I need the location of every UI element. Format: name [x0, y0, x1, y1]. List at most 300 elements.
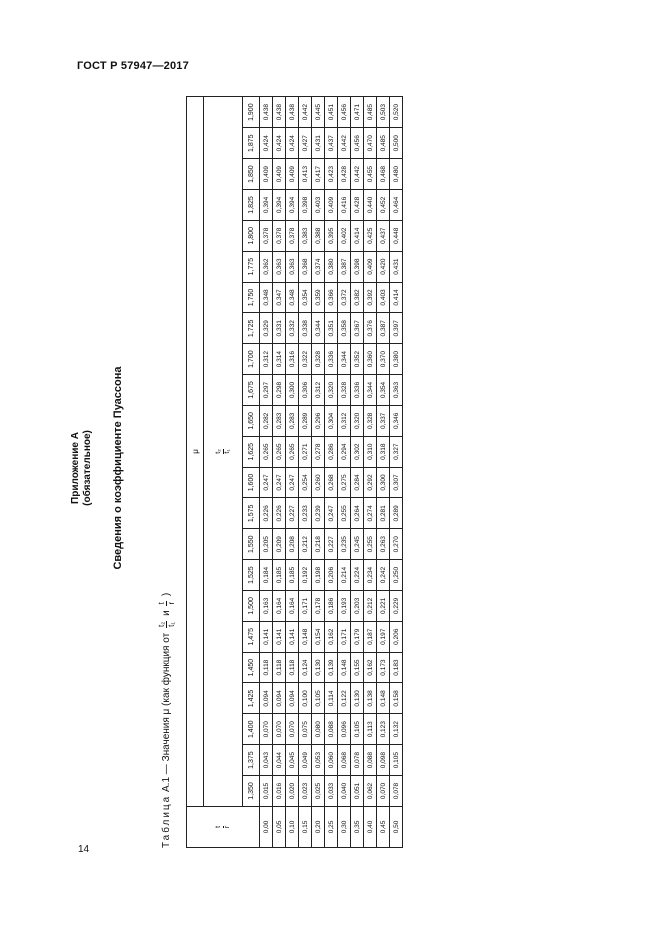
table-cell: 0,162 [364, 652, 377, 683]
table-cell: 0,392 [364, 282, 377, 313]
table-cell: 0,239 [312, 498, 325, 529]
header-row-values [243, 97, 260, 848]
table-cell: 0,184 [260, 560, 273, 591]
table-cell: 0,344 [364, 375, 377, 406]
table-cell: 0,040 [338, 776, 351, 807]
ratio-fraction-num: t₂ [214, 449, 222, 454]
table-cell: 0,438 [286, 97, 299, 128]
table-cell: 0,424 [286, 128, 299, 159]
table-cell: 0,245 [351, 529, 364, 560]
column-header: 1,625 [243, 436, 260, 467]
table-cell: 0,020 [286, 776, 299, 807]
table-cell: 0,346 [390, 405, 403, 436]
table-cell: 0,348 [286, 282, 299, 313]
table-cell: 0,235 [338, 529, 351, 560]
table-row [338, 97, 351, 848]
table-cell: 0,409 [325, 190, 338, 221]
row-key-cell: 0,15 [299, 806, 312, 847]
column-header: 1,525 [243, 560, 260, 591]
table-cell: 0,105 [351, 714, 364, 745]
row-key-cell: 0,45 [377, 806, 390, 847]
table-cell: 0,206 [390, 621, 403, 652]
table-cell: 0,424 [260, 128, 273, 159]
table-cell: 0,354 [299, 282, 312, 313]
caption-frac1-num: t₂ [157, 621, 166, 628]
table-cell: 0,395 [325, 220, 338, 251]
table-row [364, 97, 377, 848]
column-header: 1,500 [243, 590, 260, 621]
table-cell: 0,214 [338, 560, 351, 591]
table-cell: 0,254 [299, 467, 312, 498]
table-cell: 0,409 [260, 159, 273, 190]
table-cell: 0,352 [351, 344, 364, 375]
table-row [390, 97, 403, 848]
table-cell: 0,428 [338, 159, 351, 190]
table-cell: 0,226 [260, 498, 273, 529]
caption-prefix: Таблица [161, 794, 173, 848]
table-cell: 0,209 [273, 529, 286, 560]
table-cell: 0,320 [325, 375, 338, 406]
table-cell: 0,437 [377, 220, 390, 251]
table-cell: 0,403 [312, 190, 325, 221]
row-key-cell: 0,50 [390, 806, 403, 847]
table-cell: 0,227 [325, 529, 338, 560]
section-title: Сведения о коэффициенте Пуассона [112, 366, 124, 570]
table-cell: 0,080 [312, 714, 325, 745]
table-cell: 0,123 [377, 714, 390, 745]
column-header: 1,400 [243, 714, 260, 745]
table-cell: 0,113 [364, 714, 377, 745]
caption-close: ) [161, 592, 173, 597]
table-cell: 0,265 [273, 436, 286, 467]
row-key-cell: 0,30 [338, 806, 351, 847]
table-cell: 0,141 [260, 621, 273, 652]
table-cell: 0,179 [351, 621, 364, 652]
table-cell: 0,470 [364, 128, 377, 159]
table-row [286, 97, 299, 848]
table-cell: 0,451 [325, 97, 338, 128]
table-cell: 0,043 [260, 745, 273, 776]
table-cell: 0,329 [260, 313, 273, 344]
table-cell: 0,070 [273, 714, 286, 745]
table-cell: 0,148 [338, 652, 351, 683]
table-cell: 0,122 [338, 683, 351, 714]
table-cell: 0,053 [312, 745, 325, 776]
table-cell: 0,413 [299, 159, 312, 190]
table-cell: 0,485 [364, 97, 377, 128]
table-cell: 0,387 [338, 251, 351, 282]
row-label-fraction-num: t [214, 825, 222, 828]
table-cell: 0,070 [286, 714, 299, 745]
column-header: 1,550 [243, 529, 260, 560]
table-cell: 0,354 [377, 375, 390, 406]
table-cell: 0,208 [286, 529, 299, 560]
table-cell: 0,328 [338, 375, 351, 406]
table-cell: 0,292 [364, 467, 377, 498]
table-cell: 0,023 [299, 776, 312, 807]
table-cell: 0,282 [260, 405, 273, 436]
column-header: 1,425 [243, 683, 260, 714]
table-cell: 0,154 [312, 621, 325, 652]
table-cell: 0,416 [338, 190, 351, 221]
table-cell: 0,278 [312, 436, 325, 467]
table-cell: 0,336 [325, 344, 338, 375]
table-cell: 0,310 [364, 436, 377, 467]
table-cell: 0,264 [351, 498, 364, 529]
column-header: 1,600 [243, 467, 260, 498]
table-cell: 0,294 [338, 436, 351, 467]
table-cell: 0,096 [338, 714, 351, 745]
mu-header-cell: μ [187, 97, 204, 807]
poisson-table [186, 96, 403, 848]
table-cell: 0,431 [312, 128, 325, 159]
table-cell: 0,312 [312, 375, 325, 406]
table-cell: 0,332 [286, 313, 299, 344]
table-cell: 0,234 [364, 560, 377, 591]
ratio-fraction [215, 449, 232, 454]
table-cell: 0,221 [377, 590, 390, 621]
table-cell: 0,456 [351, 128, 364, 159]
table-cell: 0,398 [351, 251, 364, 282]
column-header: 1,850 [243, 159, 260, 190]
table-cell: 0,138 [364, 683, 377, 714]
table-cell: 0,344 [338, 344, 351, 375]
appendix-status: (обязательное) [82, 430, 93, 506]
table-cell: 0,464 [390, 190, 403, 221]
caption-number: А.1 [161, 776, 173, 792]
table-cell: 0,070 [377, 776, 390, 807]
table-cell: 0,403 [377, 282, 390, 313]
table-cell: 0,265 [286, 436, 299, 467]
table-cell: 0,132 [390, 714, 403, 745]
table-cell: 0,263 [377, 529, 390, 560]
table-cell: 0,302 [351, 436, 364, 467]
caption-frac1-den: t₁ [167, 621, 176, 627]
table-cell: 0,347 [273, 282, 286, 313]
table-cell: 0,471 [351, 97, 364, 128]
table-cell: 0,242 [377, 560, 390, 591]
table-cell: 0,438 [273, 97, 286, 128]
table-cell: 0,051 [351, 776, 364, 807]
table-cell: 0,171 [299, 590, 312, 621]
table-cell: 0,348 [260, 282, 273, 313]
row-key-cell: 0,25 [325, 806, 338, 847]
page-number: 14 [78, 844, 90, 855]
row-label-cell [187, 806, 260, 847]
table-cell: 0,328 [312, 344, 325, 375]
table-cell: 0,124 [299, 652, 312, 683]
table-cell: 0,070 [260, 714, 273, 745]
ratio-fraction-den: t₁ [223, 449, 231, 454]
table-cell: 0,229 [390, 590, 403, 621]
table-cell: 0,368 [299, 251, 312, 282]
column-header: 1,575 [243, 498, 260, 529]
table-cell: 0,247 [260, 467, 273, 498]
table-cell: 0,185 [286, 560, 299, 591]
table-cell: 0,427 [299, 128, 312, 159]
table-cell: 0,068 [338, 745, 351, 776]
table-cell: 0,197 [377, 621, 390, 652]
table-cell: 0,255 [364, 529, 377, 560]
table-cell: 0,380 [390, 344, 403, 375]
table-cell: 0,442 [351, 159, 364, 190]
table-cell: 0,480 [390, 159, 403, 190]
table-cell: 0,078 [390, 776, 403, 807]
table-cell: 0,105 [312, 683, 325, 714]
table-cell: 0,448 [390, 220, 403, 251]
table-cell: 0,417 [312, 159, 325, 190]
table-cell: 0,414 [351, 220, 364, 251]
table-cell: 0,016 [273, 776, 286, 807]
table-cell: 0,274 [364, 498, 377, 529]
table-cell: 0,187 [364, 621, 377, 652]
table-cell: 0,224 [351, 560, 364, 591]
table-cell: 0,362 [260, 251, 273, 282]
column-header: 1,450 [243, 652, 260, 683]
table-cell: 0,312 [338, 405, 351, 436]
table-cell: 0,359 [312, 282, 325, 313]
table-cell: 0,440 [364, 190, 377, 221]
table-cell: 0,250 [390, 560, 403, 591]
column-header: 1,675 [243, 375, 260, 406]
table-cell: 0,380 [325, 251, 338, 282]
table-cell: 0,158 [390, 683, 403, 714]
table-cell: 0,062 [364, 776, 377, 807]
row-label-fraction-den: r [223, 825, 231, 829]
table-cell: 0,118 [260, 652, 273, 683]
column-header: 1,650 [243, 405, 260, 436]
column-header: 1,475 [243, 621, 260, 652]
table-cell: 0,105 [390, 745, 403, 776]
table-row [312, 97, 325, 848]
column-header: 1,875 [243, 128, 260, 159]
appendix-title: Приложение А [70, 432, 81, 504]
table-cell: 0,173 [377, 652, 390, 683]
table-cell: 0,423 [325, 159, 338, 190]
table-cell: 0,283 [273, 405, 286, 436]
table-cell: 0,045 [286, 745, 299, 776]
table-cell: 0,300 [286, 375, 299, 406]
table-cell: 0,130 [351, 683, 364, 714]
table-cell: 0,284 [351, 467, 364, 498]
caption-frac2-den: r [167, 601, 176, 605]
table-caption [157, 108, 176, 848]
table-cell: 0,307 [390, 467, 403, 498]
table-cell: 0,378 [273, 220, 286, 251]
row-key-cell: 0,35 [351, 806, 364, 847]
table-cell: 0,428 [351, 190, 364, 221]
table-cell: 0,331 [273, 313, 286, 344]
row-key-cell: 0,40 [364, 806, 377, 847]
table-cell: 0,206 [325, 560, 338, 591]
table-cell: 0,212 [364, 590, 377, 621]
column-header: 1,900 [243, 97, 260, 128]
table-cell: 0,425 [364, 220, 377, 251]
table-cell: 0,094 [260, 683, 273, 714]
table-cell: 0,383 [299, 220, 312, 251]
table-cell: 0,275 [338, 467, 351, 498]
table-cell: 0,247 [325, 498, 338, 529]
table-cell: 0,394 [260, 190, 273, 221]
table-cell: 0,296 [312, 405, 325, 436]
table-cell: 0,367 [351, 313, 364, 344]
table-cell: 0,148 [377, 683, 390, 714]
column-header: 1,800 [243, 220, 260, 251]
table-cell: 0,015 [260, 776, 273, 807]
table-cell: 0,094 [273, 683, 286, 714]
table-cell: 0,298 [273, 375, 286, 406]
table-cell: 0,520 [390, 97, 403, 128]
table-cell: 0,306 [299, 375, 312, 406]
table-cell: 0,344 [312, 313, 325, 344]
table-cell: 0,351 [325, 313, 338, 344]
ratio-header-cell [204, 97, 243, 807]
table-cell: 0,281 [377, 498, 390, 529]
table-cell: 0,139 [325, 652, 338, 683]
table-cell: 0,192 [299, 560, 312, 591]
table-cell: 0,485 [377, 128, 390, 159]
table-cell: 0,060 [325, 745, 338, 776]
table-cell: 0,388 [312, 220, 325, 251]
table-cell: 0,233 [299, 498, 312, 529]
table-cell: 0,402 [338, 220, 351, 251]
caption-text: — Значения μ (как функция от [161, 632, 173, 775]
table-cell: 0,185 [273, 560, 286, 591]
table-cell: 0,226 [273, 498, 286, 529]
table-cell: 0,503 [377, 97, 390, 128]
table-cell: 0,431 [390, 251, 403, 282]
table-cell: 0,314 [273, 344, 286, 375]
column-header: 1,375 [243, 745, 260, 776]
table-cell: 0,289 [390, 498, 403, 529]
table-cell: 0,358 [338, 313, 351, 344]
table-cell: 0,372 [338, 282, 351, 313]
table-cell: 0,398 [299, 190, 312, 221]
table-cell: 0,286 [325, 436, 338, 467]
table-cell: 0,155 [351, 652, 364, 683]
table-row [299, 97, 312, 848]
table-cell: 0,304 [325, 405, 338, 436]
table-cell: 0,171 [338, 621, 351, 652]
table-cell: 0,283 [286, 405, 299, 436]
table-row [377, 97, 390, 848]
table-row [260, 97, 273, 848]
table-row [351, 97, 364, 848]
table-cell: 0,094 [286, 683, 299, 714]
table-cell: 0,247 [273, 467, 286, 498]
table-cell: 0,163 [260, 590, 273, 621]
table-cell: 0,164 [273, 590, 286, 621]
table-cell: 0,193 [338, 590, 351, 621]
column-header: 1,700 [243, 344, 260, 375]
table-cell: 0,322 [299, 344, 312, 375]
row-key-cell: 0,20 [312, 806, 325, 847]
table-cell: 0,270 [390, 529, 403, 560]
table-cell: 0,300 [377, 467, 390, 498]
table-cell: 0,247 [286, 467, 299, 498]
table-cell: 0,088 [364, 745, 377, 776]
table-cell: 0,455 [364, 159, 377, 190]
column-header: 1,350 [243, 776, 260, 807]
caption-frac2-num: t [157, 602, 166, 605]
table-cell: 0,378 [286, 220, 299, 251]
table-cell: 0,327 [390, 436, 403, 467]
table-cell: 0,271 [299, 436, 312, 467]
column-header: 1,725 [243, 313, 260, 344]
table-cell: 0,297 [260, 375, 273, 406]
table-cell: 0,336 [351, 375, 364, 406]
table-cell: 0,394 [273, 190, 286, 221]
table-cell: 0,098 [377, 745, 390, 776]
table-cell: 0,382 [351, 282, 364, 313]
table-cell: 0,409 [273, 159, 286, 190]
table-cell: 0,394 [286, 190, 299, 221]
table-cell: 0,255 [338, 498, 351, 529]
table-cell: 0,218 [312, 529, 325, 560]
table-cell: 0,164 [286, 590, 299, 621]
table-cell: 0,387 [377, 313, 390, 344]
header-row-ratio [204, 97, 243, 848]
table-cell: 0,205 [260, 529, 273, 560]
table-cell: 0,088 [325, 714, 338, 745]
column-header: 1,750 [243, 282, 260, 313]
table-cell: 0,366 [325, 282, 338, 313]
table-cell: 0,203 [351, 590, 364, 621]
table-cell: 0,130 [312, 652, 325, 683]
table-cell: 0,338 [299, 313, 312, 344]
table-cell: 0,312 [260, 344, 273, 375]
appendix-heading [70, 88, 94, 848]
table-cell: 0,500 [390, 128, 403, 159]
table-cell: 0,414 [390, 282, 403, 313]
table-cell: 0,363 [273, 251, 286, 282]
table-cell: 0,337 [377, 405, 390, 436]
table-cell: 0,374 [312, 251, 325, 282]
table-cell: 0,370 [377, 344, 390, 375]
table-cell: 0,468 [377, 159, 390, 190]
table-cell: 0,212 [299, 529, 312, 560]
table-cell: 0,376 [364, 313, 377, 344]
table-cell: 0,320 [351, 405, 364, 436]
table-cell: 0,442 [299, 97, 312, 128]
header-row-mu [187, 97, 204, 848]
row-key-cell: 0,05 [273, 806, 286, 847]
table-cell: 0,437 [325, 128, 338, 159]
table-cell: 0,078 [351, 745, 364, 776]
table-cell: 0,397 [390, 313, 403, 344]
column-header: 1,775 [243, 251, 260, 282]
table-cell: 0,363 [390, 375, 403, 406]
table-cell: 0,118 [286, 652, 299, 683]
caption-fraction-t2-t1 [157, 621, 176, 628]
table-cell: 0,442 [338, 128, 351, 159]
column-header: 1,825 [243, 190, 260, 221]
table-cell: 0,363 [286, 251, 299, 282]
table-cell: 0,409 [286, 159, 299, 190]
table-cell: 0,318 [377, 436, 390, 467]
table-cell: 0,100 [299, 683, 312, 714]
document-code: ГОСТ Р 57947—2017 [77, 60, 189, 72]
table-cell: 0,141 [273, 621, 286, 652]
table-cell: 0,033 [325, 776, 338, 807]
table-cell: 0,260 [312, 467, 325, 498]
table-cell: 0,438 [260, 97, 273, 128]
table-cell: 0,186 [325, 590, 338, 621]
table-cell: 0,452 [377, 190, 390, 221]
table-cell: 0,025 [312, 776, 325, 807]
table-cell: 0,198 [312, 560, 325, 591]
table-cell: 0,378 [260, 220, 273, 251]
